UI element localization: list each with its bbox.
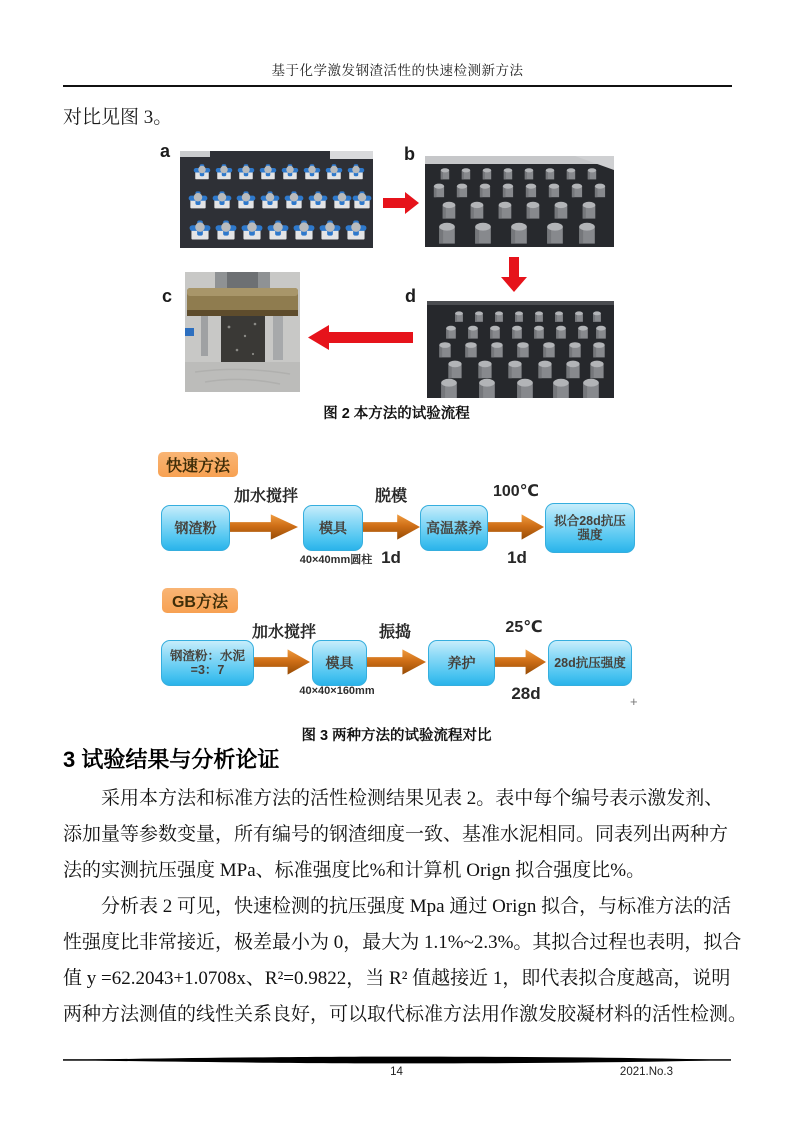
flow-sublabel-28d: 28d xyxy=(511,684,541,703)
figure2-panel-label-c: c xyxy=(162,286,173,306)
figure2-caption: 图 2 本方法的试验流程 xyxy=(323,406,470,422)
body-text xyxy=(63,781,748,1033)
body-line: 采用本方法和标准方法的活性检测结果见表 2。表中每个编号表示激发剂、 xyxy=(101,788,724,809)
body-line: 性强度比非常接近，极差最小为 0，最大为 1.1%~2.3%。其拟合过程也表明，拟合 xyxy=(63,932,742,953)
flow-arrow-icon xyxy=(363,513,420,541)
body-line: 添加量等参数变量，所有编号的钢渣细度一致、基准水泥相同。同表列出两种方 xyxy=(63,824,729,845)
flow-step-mold-fast: 模具 xyxy=(303,505,363,551)
flow-step-fit-line2: 强度 xyxy=(577,528,603,542)
flow-arrow-icon xyxy=(254,648,310,676)
flow-arrow-label-vibrate: 振捣 xyxy=(378,624,412,641)
figure3-caption: 图 3 两种方法的试验流程对比 xyxy=(301,728,492,744)
figure2-photo-a-molds xyxy=(180,151,373,248)
flow-sublabel-1d-b: 1d xyxy=(507,548,527,567)
issue-label: 2021.No.3 xyxy=(619,1066,673,1078)
page-number: 14 xyxy=(390,1066,403,1078)
figure2-photo-b-specimens xyxy=(425,156,614,247)
figure2-panel-label-d: d xyxy=(405,286,416,306)
flow-arrow-label-25c: 25℃ xyxy=(505,619,543,636)
flow-arrow-icon xyxy=(495,648,546,676)
flow-arrow-label-mix-water: 加水搅拌 xyxy=(233,488,299,505)
arrow-right-icon xyxy=(383,192,419,214)
section-heading: 3 试验结果与分析论证 xyxy=(63,747,280,772)
figure2-photo-d-specimens xyxy=(427,301,614,398)
footer-rule xyxy=(63,1056,731,1064)
flow-arrow-label-100c: 100℃ xyxy=(492,483,540,500)
arrow-left-icon xyxy=(308,325,413,350)
flow-note-mold-size-gb: 40×40×160mm xyxy=(299,685,375,697)
flow-step-mold-gb: 模具 xyxy=(312,640,367,686)
flow-sublabel-1d-a: 1d xyxy=(381,548,401,567)
fast-method-tag: 快速方法 xyxy=(158,452,238,477)
header-rule xyxy=(63,85,732,87)
intro-text: 对比见图 3。 xyxy=(63,107,173,128)
arrow-down-icon xyxy=(501,257,527,292)
flow-arrow-icon xyxy=(230,513,298,541)
flow-step-ratio-line2: =3：7 xyxy=(190,663,225,677)
running-title: 基于化学激发钢渣活性的快速检测新方法 xyxy=(271,63,524,78)
flow-arrow-label-demold: 脱模 xyxy=(374,488,408,505)
stray-plus-mark: + xyxy=(630,694,638,709)
flow-arrow-icon xyxy=(367,648,426,676)
flow-step-28d-strength: 28d抗压强度 xyxy=(548,640,632,686)
figure2-panel-label-b: b xyxy=(404,144,415,164)
body-line: 值 y =62.2043+1.0708x、R²=0.9822，当 R² 值越接近 1，即代表拟合度越高，说明 xyxy=(63,968,731,989)
flow-step-fit-28d-strength xyxy=(545,503,635,553)
figure2-panel-label-a: a xyxy=(160,141,171,161)
flow-step-slag-cement-ratio xyxy=(161,640,254,686)
flow-note-mold-size-fast: 40×40mm圆柱 xyxy=(299,554,373,566)
flow-step-ratio-line1: 钢渣粉：水泥 xyxy=(169,648,245,663)
flow-step-steel-slag: 钢渣粉 xyxy=(161,505,230,551)
body-line: 两种方法测值的线性关系良好，可以取代标准方法用作激发胶凝材料的活性检测。 xyxy=(63,1004,748,1025)
flow-step-fit-line1: 拟合28d抗压 xyxy=(554,513,626,528)
body-line: 分析表 2 可见，快速检测的抗压强度 Mpa 通过 Orign 拟合，与标准方法的活 xyxy=(101,896,732,917)
body-line: 法的实测抗压强度 MPa、标准强度比%和计算机 Orign 拟合强度比%。 xyxy=(63,860,646,881)
flow-arrow-label-mix-water-gb: 加水搅拌 xyxy=(251,624,317,641)
figure2-photo-c-press xyxy=(185,272,300,392)
gb-method-tag: GB方法 xyxy=(162,588,238,613)
flow-arrow-icon xyxy=(488,513,544,541)
flow-step-curing: 养护 xyxy=(428,640,495,686)
flow-step-steam-curing: 高温蒸养 xyxy=(420,505,488,551)
